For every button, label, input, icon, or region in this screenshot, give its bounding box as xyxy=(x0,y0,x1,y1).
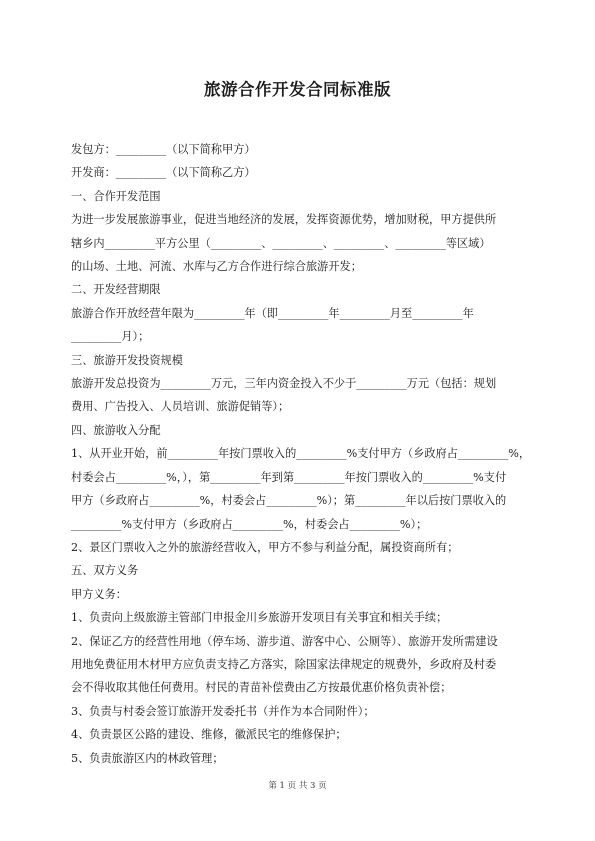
section-heading: 四、旅游收入分配 xyxy=(71,423,161,437)
section-heading: 五、双方义务 xyxy=(71,564,139,578)
text-line: 村委会占_________%，），第_________年到第_________年按门票收入的_________%支付 xyxy=(71,470,507,484)
section-heading: 一、合作开发范围 xyxy=(71,189,161,203)
text-line: _________%支付甲方（乡政府占_________%，村委会占_________%）； xyxy=(71,517,428,531)
text-line: 2、景区门票收入之外的旅游经营收入，甲方不参与利益分配，属投资商所有； xyxy=(71,540,459,554)
text-line: 旅游合作开放经营年限为_________年（即_________年_________月至_________年 xyxy=(71,306,474,320)
text-line: 5、负责旅游区内的林政管理； xyxy=(71,751,224,765)
text-line: 的山场、土地、河流、水库与乙方合作进行综合旅游开发； xyxy=(71,260,362,274)
text-line: _________月）； xyxy=(71,330,150,344)
text-line: 甲方义务： xyxy=(71,587,127,601)
text-line: 为进一步发展旅游事业，促进当地经济的发展，发挥资源优势，增加财税，甲方提供所 xyxy=(71,213,497,227)
text-line: 甲方（乡政府占_________%，村委会占_________%）；第_________年以后按门票收入的 xyxy=(71,494,507,508)
text-line: 开发商：_________（以下简称乙方） xyxy=(71,166,256,180)
text-line: 旅游开发总投资为_________万元，三年内资金投入不少于_________万元（包括：规划 xyxy=(71,377,497,391)
text-line: 2、保证乙方的经营性用地（停车场、游步道、游客中心、公厕等）、旅游开发所需建设 xyxy=(71,634,498,648)
text-line: 辖乡内_________平方公里（_________、_________、_________、_________等区域） xyxy=(71,236,491,250)
document-body xyxy=(71,138,531,770)
text-line: 3、负责与村委会签订旅游开发委托书（并作为本合同附件）； xyxy=(71,704,375,718)
section-heading: 二、开发经营期限 xyxy=(71,283,161,297)
text-line: 费用、广告投入、人员培训、旅游促销等）； xyxy=(71,400,290,414)
text-line: 会不得收取其他任何费用。村民的青苗补偿费由乙方按最优惠价格负责补偿； xyxy=(71,681,452,695)
text-line: 1、负责向上级旅游主管部门申报金川乡旅游开发项目有关事宜和相关手续； xyxy=(71,611,448,625)
section-heading: 三、旅游开发投资规模 xyxy=(71,353,183,367)
document-title: 旅游合作开发合同标准版 xyxy=(204,80,391,99)
text-line: 1、从开业开始，前_________年按门票收入的_________%支付甲方（乡政府占_________%， xyxy=(71,447,531,461)
text-line: 4、负责景区公路的建设、维修，徽派民宅的维修保护； xyxy=(71,728,347,742)
text-line: 发包方：_________（以下简称甲方） xyxy=(71,143,256,156)
text-line: 用地免费征用木材甲方应负责支持乙方落实，除国家法律规定的规费外，乡政府及村委 xyxy=(71,657,497,671)
page-footer: 第 1 页 共 3 页 xyxy=(268,781,327,791)
